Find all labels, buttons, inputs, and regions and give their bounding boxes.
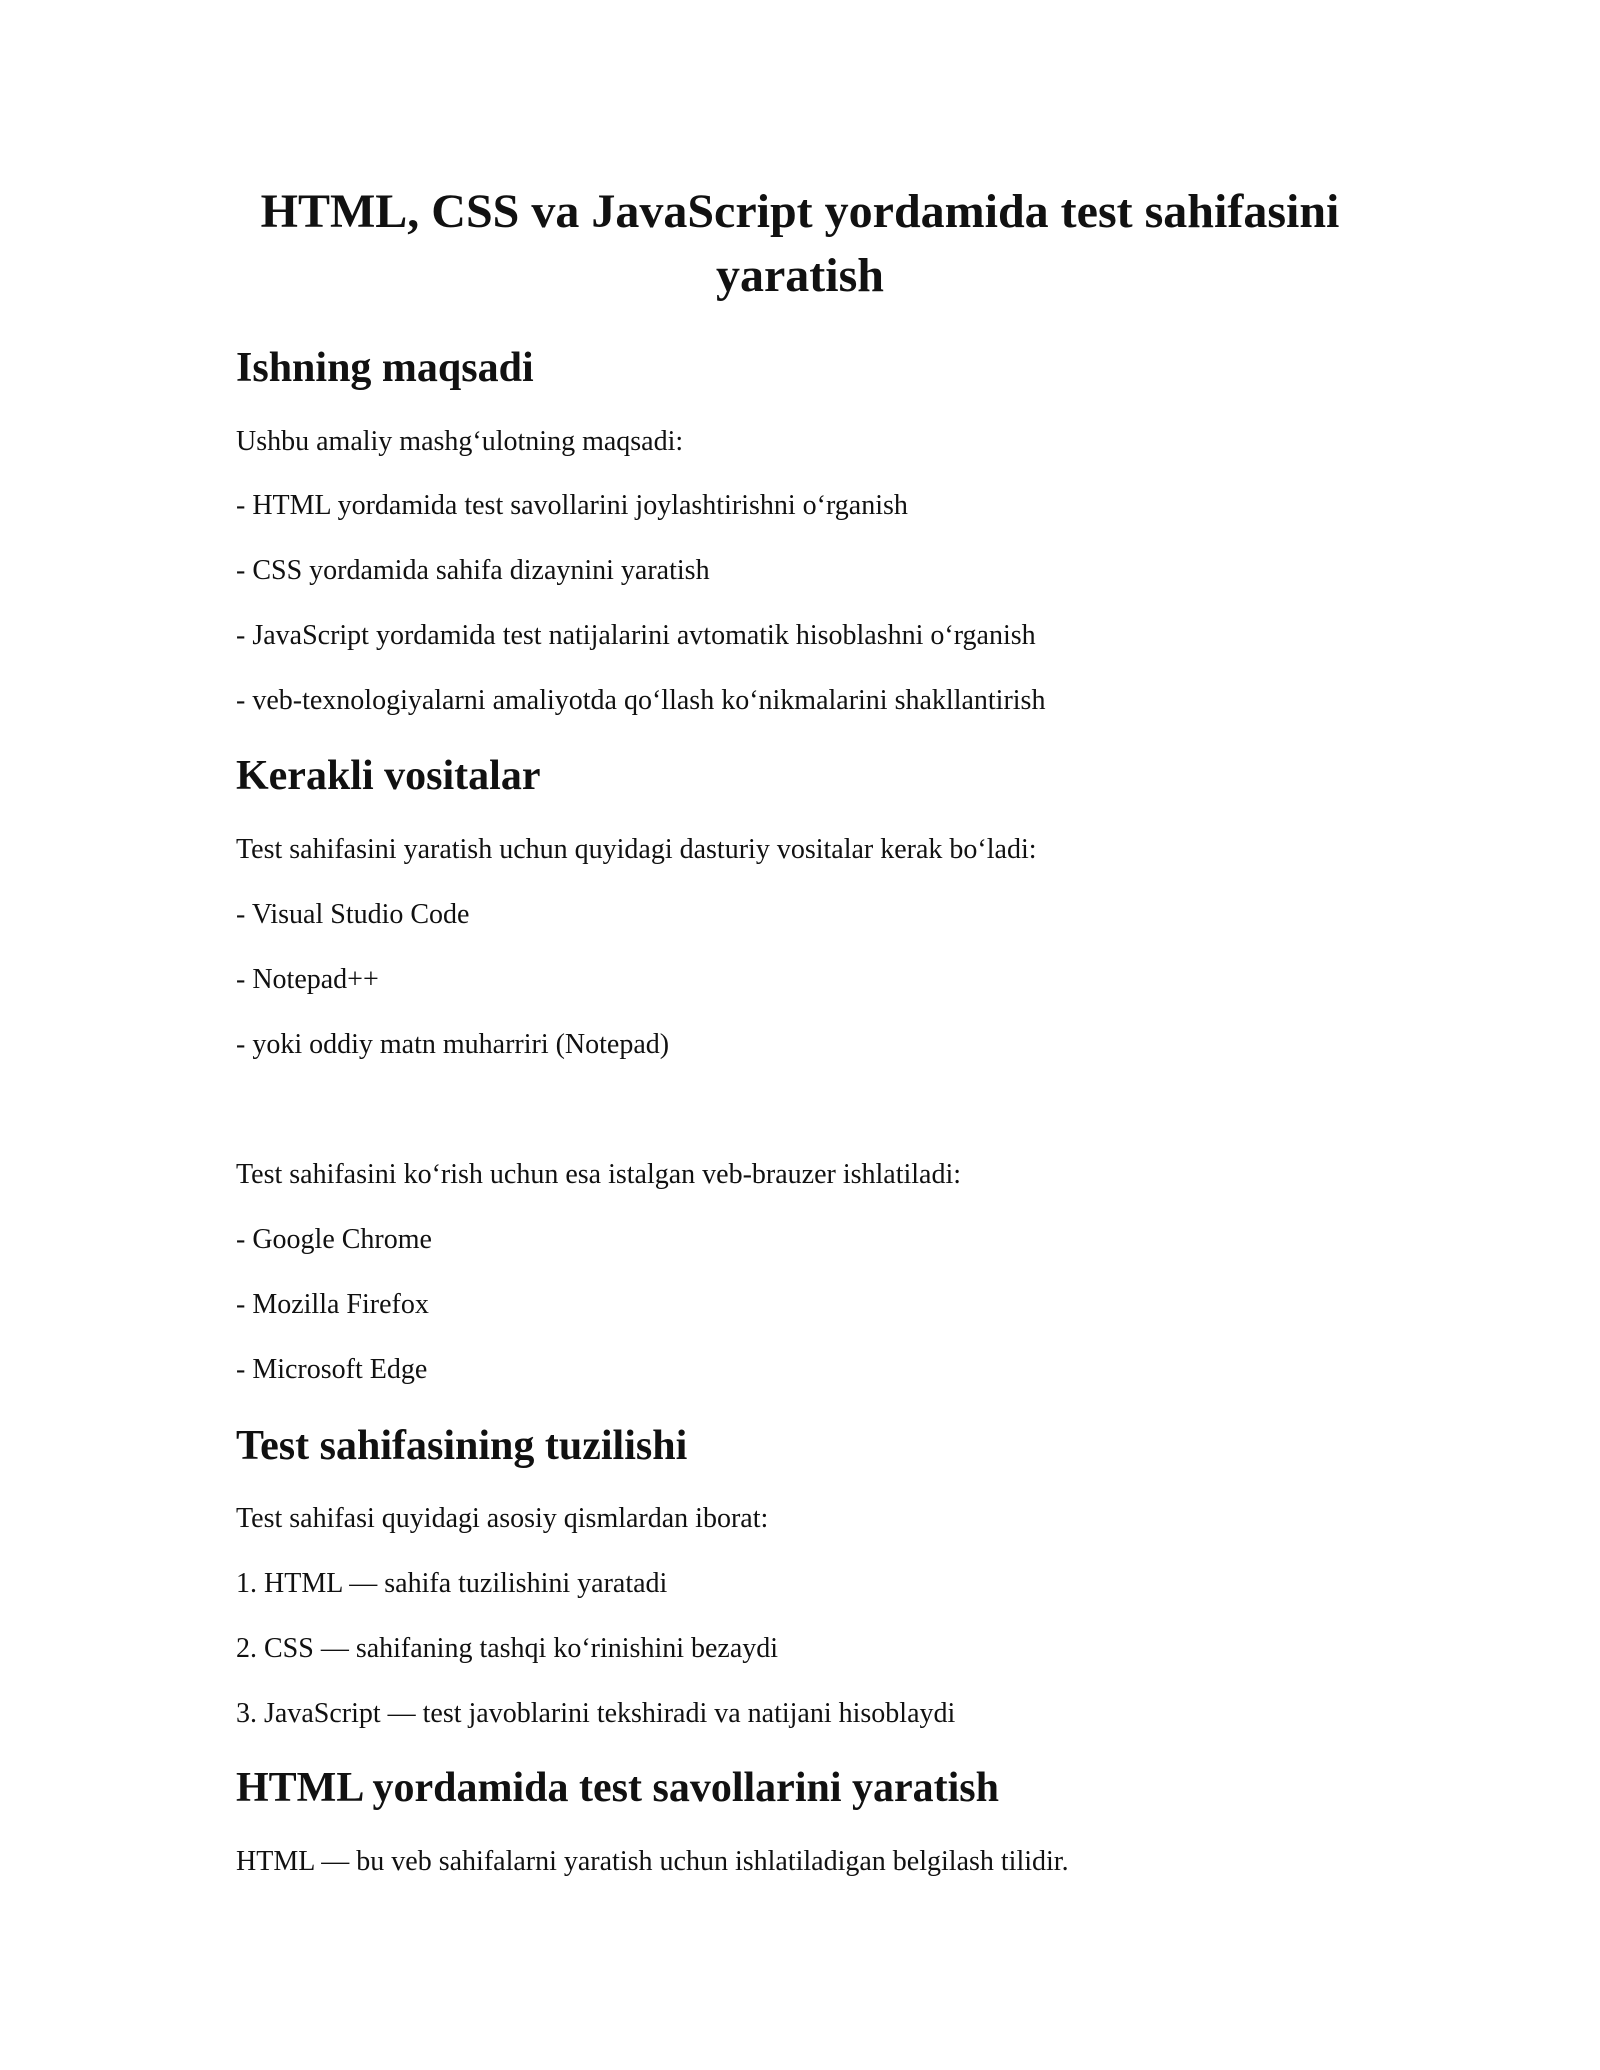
document-title: HTML, CSS va JavaScript yordamida test sahifasini yaratish xyxy=(260,185,1340,302)
list-item: 2. CSS — sahifaning tashqi ko‘rinishini bezaydi xyxy=(236,1633,779,1664)
section-heading-kerakli-vositalar: Kerakli vositalar xyxy=(236,753,541,799)
list-item: - CSS yordamida sahifa dizaynini yaratish xyxy=(236,555,710,586)
list-item: - Visual Studio Code xyxy=(236,899,470,930)
list-item: 3. JavaScript — test javoblarini tekshiradi va natijani hisoblaydi xyxy=(236,1698,956,1729)
list-item: - Notepad++ xyxy=(236,964,379,995)
paragraph: Test sahifasi quyidagi asosiy qismlardan iborat: xyxy=(236,1503,769,1534)
list-item: - Mozilla Firefox xyxy=(236,1289,429,1320)
paragraph: Test sahifasini ko‘rish uchun esa istalgan veb-brauzer ishlatiladi: xyxy=(236,1159,962,1190)
list-item: 1. HTML — sahifa tuzilishini yaratadi xyxy=(236,1568,668,1599)
list-item: - veb-texnologiyalarni amaliyotda qo‘llash ko‘nikmalarini shakllantirish xyxy=(236,685,1046,716)
section-heading-test-sahifasining-tuzilishi: Test sahifasining tuzilishi xyxy=(236,1423,688,1469)
list-item: - yoki oddiy matn muharriri (Notepad) xyxy=(236,1029,670,1060)
section-heading-ishning-maqsadi: Ishning maqsadi xyxy=(236,345,534,391)
list-item: - HTML yordamida test savollarini joylashtirishni o‘rganish xyxy=(236,490,908,521)
paragraph: Test sahifasini yaratish uchun quyidagi dasturiy vositalar kerak bo‘ladi: xyxy=(236,834,1037,865)
list-item: - Microsoft Edge xyxy=(236,1354,428,1385)
list-item: - Google Chrome xyxy=(236,1224,432,1255)
paragraph: Ushbu amaliy mashg‘ulotning maqsadi: xyxy=(236,426,684,457)
list-item: - JavaScript yordamida test natijalarini avtomatik hisoblashni o‘rganish xyxy=(236,620,1036,651)
section-heading-html-yordamida: HTML yordamida test savollarini yaratish xyxy=(236,1765,1000,1811)
paragraph: HTML — bu veb sahifalarni yaratish uchun ishlatiladigan belgilash tilidir. xyxy=(236,1846,1069,1877)
